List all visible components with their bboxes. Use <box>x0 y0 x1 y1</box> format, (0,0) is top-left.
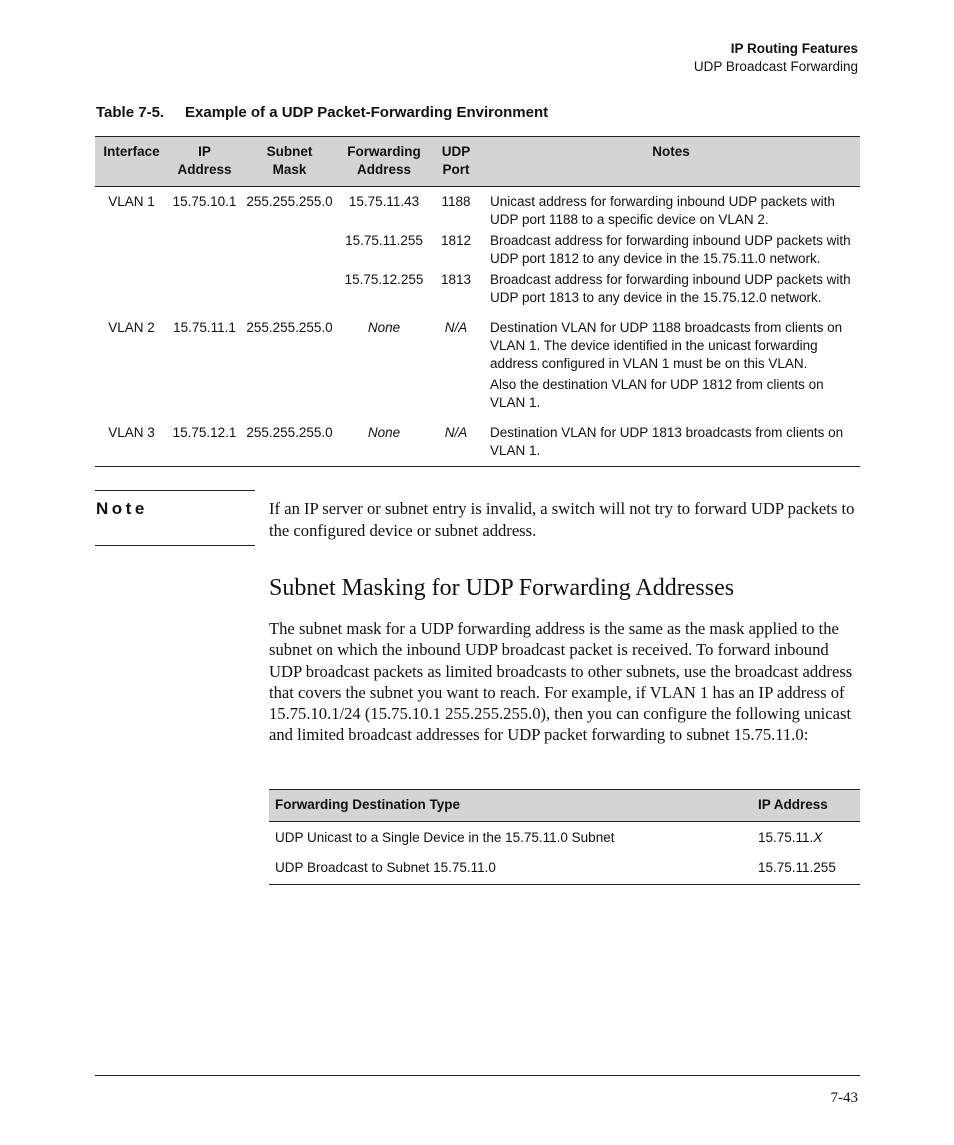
cell-destination-type: UDP Unicast to a Single Device in the 15.75.11.0 Subnet <box>275 830 615 845</box>
cell-notes: Broadcast address for forwarding inbound UDP packets with UDP port 1812 to any device in the 15.75.11.0 network. <box>490 233 851 266</box>
cell-forwarding: 15.75.11.255 <box>345 233 423 248</box>
cell-interface: VLAN 1 <box>108 194 155 209</box>
udp-forwarding-table <box>95 136 860 467</box>
note-bottom-rule <box>95 545 255 546</box>
col-interface: Interface <box>95 137 168 187</box>
table-number: Table 7-5. <box>96 104 165 121</box>
table-caption <box>96 104 548 121</box>
cell-ip: 15.75.11.1 <box>173 320 236 335</box>
table-row <box>95 268 860 307</box>
cell-notes: Unicast address for forwarding inbound UDP packets with UDP port 1188 to a specific device on VLAN 2. <box>490 194 835 227</box>
table-row <box>95 229 860 268</box>
table-row <box>95 187 860 230</box>
cell-port: 1812 <box>440 233 472 248</box>
cell-notes: Also the destination VLAN for UDP 1812 from clients on VLAN 1. <box>490 377 824 410</box>
table-row <box>269 852 860 885</box>
table-title: Example of a UDP Packet-Forwarding Environment <box>185 104 549 121</box>
cell-mask: 255.255.255.0 <box>246 194 333 209</box>
cell-port: 1813 <box>440 272 472 287</box>
cell-notes: Destination VLAN for UDP 1813 broadcasts from clients on VLAN 1. <box>482 412 860 467</box>
page-number: 7-43 <box>830 1090 858 1106</box>
cell-ip-address: 15.75.11.255 <box>752 852 860 885</box>
cell-mask: 255.255.255.0 <box>241 412 338 467</box>
table-row <box>95 307 860 373</box>
col-udp-port: UDP Port <box>430 137 482 187</box>
cell-notes: Destination VLAN for UDP 1188 broadcasts from clients on VLAN 1. The device identified in the unicast forwarding address configured in VLAN 1 must be on this VLAN. <box>490 320 843 371</box>
section-heading: Subnet Masking for UDP Forwarding Addresses <box>269 575 735 601</box>
col-ip-address: IP Address <box>168 137 241 187</box>
note-label: Note <box>96 499 148 518</box>
cell-port: 1188 <box>441 194 471 209</box>
table-header-row <box>269 790 860 822</box>
cell-forwarding: None <box>367 320 401 335</box>
col-ip-address: IP Address <box>752 790 860 822</box>
note-text: If an IP server or subnet entry is invalid, a switch will not try to forward UDP packets to the configured device or subnet address. <box>269 499 855 540</box>
cell-ip-address: 15.75.11.X <box>758 830 823 845</box>
table-row <box>95 373 860 412</box>
cell-destination-type: UDP Broadcast to Subnet 15.75.11.0 <box>269 852 752 885</box>
forwarding-destination-table <box>269 789 860 885</box>
cell-forwarding: 15.75.11.43 <box>348 194 420 209</box>
cell-interface: VLAN 2 <box>108 320 155 335</box>
note-top-rule <box>95 490 255 491</box>
col-notes: Notes <box>482 137 860 187</box>
chapter-title: IP Routing Features <box>730 41 858 56</box>
cell-ip: 15.75.12.1 <box>168 412 241 467</box>
cell-mask: 255.255.255.0 <box>246 320 333 335</box>
cell-forwarding: None <box>338 412 430 467</box>
body-paragraph: The subnet mask for a UDP forwarding address is the same as the mask applied to the subnet on which the inbound UDP broadcast packet is received. To forward inbound UDP broadcast packets as limited broadcasts to other subnets, use the broadcast address that covers the subnet you want to reach. For example, if VLAN 1 has an IP address of 15.75.10.1/24 (15.75.10.1 255.255.255.0), then you can configure the following unicast and limited broadcast addresses for UDP packet forwarding to subnet 15.75.11.0: <box>269 619 853 745</box>
cell-port: N/A <box>430 412 482 467</box>
table-row <box>95 412 860 467</box>
col-destination-type: Forwarding Destination Type <box>269 790 752 822</box>
table-row <box>269 822 860 853</box>
cell-interface: VLAN 3 <box>95 412 168 467</box>
col-forwarding-address: Forwarding Address <box>338 137 430 187</box>
table-header-row <box>95 137 860 187</box>
col-subnet-mask: Subnet Mask <box>241 137 338 187</box>
cell-port: N/A <box>444 320 468 335</box>
cell-ip: 15.75.10.1 <box>172 194 237 209</box>
section-title: UDP Broadcast Forwarding <box>693 59 858 74</box>
cell-notes: Broadcast address for forwarding inbound UDP packets with UDP port 1813 to any device in the 15.75.12.0 network. <box>490 272 851 305</box>
footer-rule <box>95 1075 860 1076</box>
cell-forwarding: 15.75.12.255 <box>344 272 424 287</box>
